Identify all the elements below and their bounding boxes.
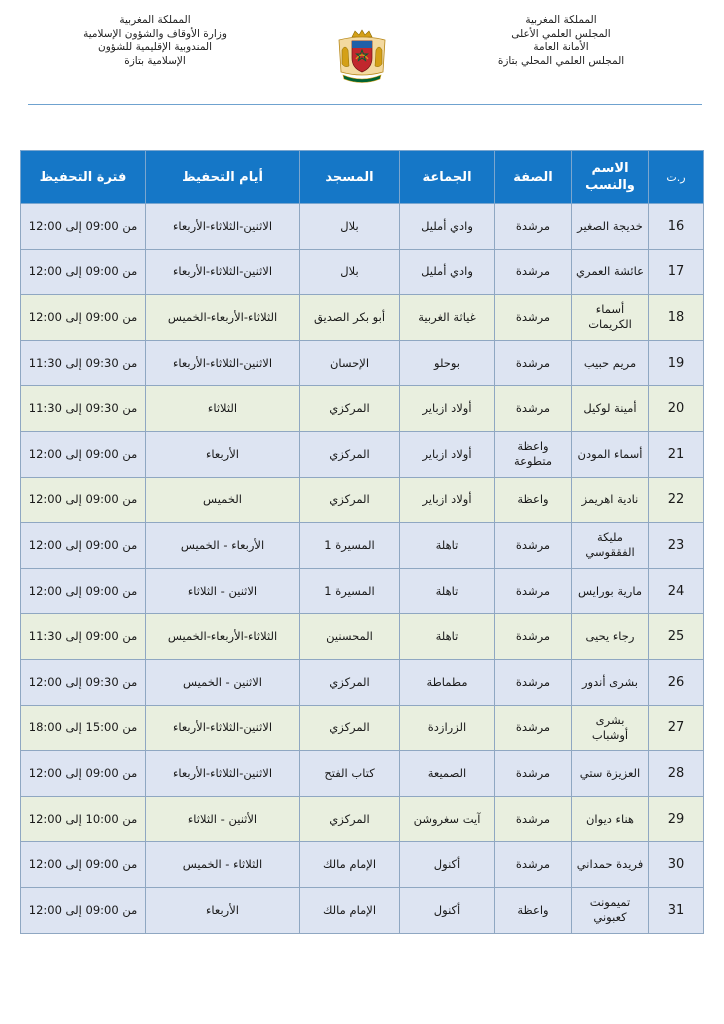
- cell-mosque: بلال: [300, 204, 400, 250]
- header-role: الصفة: [495, 151, 572, 204]
- cell-num: 28: [649, 751, 704, 797]
- cell-days: الثلاثاء-الأربعاء-الخميس: [146, 614, 300, 660]
- cell-commune: غياثة الغربية: [400, 295, 495, 341]
- header-right-line: المجلس العلمي الأعلى: [511, 27, 611, 40]
- cell-commune: آيت سغروشن: [400, 796, 495, 842]
- cell-role: واعظة: [495, 887, 572, 933]
- cell-mosque: المسيرة 1: [300, 568, 400, 614]
- table-row: [21, 568, 704, 614]
- header-commune: الجماعة: [400, 151, 495, 204]
- cell-days: الخميس: [146, 477, 300, 523]
- cell-commune: أكنول: [400, 887, 495, 933]
- cell-num: 30: [649, 842, 704, 888]
- cell-commune: الزرازدة: [400, 705, 495, 751]
- cell-period: من 09:30 إلى 11:30: [21, 386, 146, 432]
- header-left-line: المملكة المغربية: [119, 14, 191, 26]
- cell-period: من 09:00 إلى 12:00: [21, 204, 146, 250]
- table-row: [21, 705, 704, 751]
- table-row: [21, 659, 704, 705]
- cell-mosque: المركزي: [300, 477, 400, 523]
- cell-mosque: المحسنين: [300, 614, 400, 660]
- table-row: [21, 431, 704, 477]
- cell-mosque: المركزي: [300, 659, 400, 705]
- cell-commune: أكنول: [400, 842, 495, 888]
- schedule-table: [20, 150, 704, 934]
- cell-days: الاثنين - الثلاثاء: [146, 568, 300, 614]
- cell-role: مرشدة: [495, 295, 572, 341]
- cell-mosque: الإمام مالك: [300, 842, 400, 888]
- table-row: [21, 614, 704, 660]
- cell-num: 26: [649, 659, 704, 705]
- cell-name: العزيزة ستي: [572, 751, 649, 797]
- cell-name: مليكة الفققوسي: [572, 523, 649, 569]
- header-right-line: المملكة المغربية: [525, 14, 597, 26]
- cell-name: مارية بورايس: [572, 568, 649, 614]
- cell-period: من 09:00 إلى 12:00: [21, 751, 146, 797]
- cell-mosque: بلال: [300, 249, 400, 295]
- cell-role: مرشدة: [495, 204, 572, 250]
- cell-name: بشرى أندور: [572, 659, 649, 705]
- cell-role: واعظة متطوعة: [495, 431, 572, 477]
- cell-mosque: المسيرة 1: [300, 523, 400, 569]
- cell-commune: أولاد ازباير: [400, 477, 495, 523]
- cell-mosque: المركزي: [300, 431, 400, 477]
- cell-period: من 09:30 إلى 11:30: [21, 340, 146, 386]
- cell-num: 27: [649, 705, 704, 751]
- header-mosque: المسجد: [300, 151, 400, 204]
- cell-commune: وادي أمليل: [400, 204, 495, 250]
- cell-role: مرشدة: [495, 614, 572, 660]
- cell-role: واعظة: [495, 477, 572, 523]
- header-days: أيام التحفيظ: [146, 151, 300, 204]
- cell-num: 22: [649, 477, 704, 523]
- cell-mosque: المركزي: [300, 796, 400, 842]
- cell-days: الأربعاء - الخميس: [146, 523, 300, 569]
- table-row: [21, 751, 704, 797]
- cell-name: عائشة العمري: [572, 249, 649, 295]
- header-num: ر.ت: [649, 151, 704, 204]
- cell-commune: الصميعة: [400, 751, 495, 797]
- cell-num: 20: [649, 386, 704, 432]
- cell-num: 17: [649, 249, 704, 295]
- table-body: [21, 204, 704, 934]
- header-right-line: الأمانة العامة: [533, 41, 589, 53]
- cell-commune: تاهلة: [400, 523, 495, 569]
- cell-num: 18: [649, 295, 704, 341]
- cell-name: هناء ديوان: [572, 796, 649, 842]
- cell-name: تميمونت كعبوني: [572, 887, 649, 933]
- cell-mosque: أبو بكر الصديق: [300, 295, 400, 341]
- cell-commune: وادي أمليل: [400, 249, 495, 295]
- cell-period: من 09:00 إلى 12:00: [21, 249, 146, 295]
- cell-days: الاثنين-الثلاثاء-الأربعاء: [146, 751, 300, 797]
- cell-period: من 15:00 إلى 18:00: [21, 705, 146, 751]
- cell-period: من 09:30 إلى 12:00: [21, 659, 146, 705]
- cell-commune: أولاد ازباير: [400, 431, 495, 477]
- header-left-line: المندوبية الإقليمية للشؤون: [97, 41, 213, 53]
- cell-commune: بوحلو: [400, 340, 495, 386]
- cell-period: من 09:00 إلى 12:00: [21, 295, 146, 341]
- cell-name: فريدة حمداني: [572, 842, 649, 888]
- header-left-line: وزارة الأوقاف والشؤون الإسلامية: [83, 27, 227, 40]
- cell-period: من 09:00 إلى 12:00: [21, 431, 146, 477]
- cell-role: مرشدة: [495, 386, 572, 432]
- cell-num: 23: [649, 523, 704, 569]
- cell-role: مرشدة: [495, 796, 572, 842]
- coat-of-arms-icon: [333, 28, 391, 86]
- table-header-row: [21, 151, 704, 204]
- cell-name: مريم حبيب: [572, 340, 649, 386]
- cell-mosque: الإمام مالك: [300, 887, 400, 933]
- cell-name: بشرى أوشباب: [572, 705, 649, 751]
- cell-num: 29: [649, 796, 704, 842]
- header-divider: [28, 104, 702, 105]
- cell-num: 24: [649, 568, 704, 614]
- cell-days: الأثنين - الثلاثاء: [146, 796, 300, 842]
- cell-days: الاثنين-الثلاثاء-الأربعاء: [146, 249, 300, 295]
- cell-commune: تاهلة: [400, 568, 495, 614]
- header-left-line: الإسلامية بتازة: [124, 54, 186, 67]
- cell-name: خديجة الصغير: [572, 204, 649, 250]
- cell-period: من 09:00 إلى 12:00: [21, 842, 146, 888]
- cell-period: من 09:00 إلى 12:00: [21, 887, 146, 933]
- cell-num: 19: [649, 340, 704, 386]
- cell-role: مرشدة: [495, 249, 572, 295]
- header-period: فترة التحفيظ: [21, 151, 146, 204]
- cell-days: الاثنين-الثلاثاء-الأربعاء: [146, 705, 300, 751]
- table-row: [21, 340, 704, 386]
- table-row: [21, 523, 704, 569]
- cell-period: من 09:00 إلى 11:30: [21, 614, 146, 660]
- cell-role: مرشدة: [495, 751, 572, 797]
- table-row: [21, 842, 704, 888]
- cell-period: من 09:00 إلى 12:00: [21, 523, 146, 569]
- table-row: [21, 204, 704, 250]
- cell-commune: مطماطة: [400, 659, 495, 705]
- cell-days: الاثنين-الثلاثاء-الأربعاء: [146, 340, 300, 386]
- table-row: [21, 249, 704, 295]
- cell-role: مرشدة: [495, 568, 572, 614]
- table-row: [21, 386, 704, 432]
- cell-days: الثلاثاء - الخميس: [146, 842, 300, 888]
- cell-mosque: كتاب الفتح: [300, 751, 400, 797]
- cell-period: من 09:00 إلى 12:00: [21, 568, 146, 614]
- cell-name: رجاء يحيى: [572, 614, 649, 660]
- header-name: الاسم والنسب: [572, 151, 649, 204]
- cell-days: الأربعاء: [146, 431, 300, 477]
- cell-name: نادية اهريمز: [572, 477, 649, 523]
- table-row: [21, 796, 704, 842]
- cell-days: الأربعاء: [146, 887, 300, 933]
- table-row: [21, 295, 704, 341]
- cell-days: الاثنين-الثلاثاء-الأربعاء: [146, 204, 300, 250]
- header-left-block: [70, 14, 240, 68]
- table-row: [21, 887, 704, 933]
- cell-role: مرشدة: [495, 659, 572, 705]
- cell-days: الثلاثاء-الأربعاء-الخميس: [146, 295, 300, 341]
- cell-num: 21: [649, 431, 704, 477]
- cell-name: أمينة لوكيل: [572, 386, 649, 432]
- cell-days: الاثنين - الخميس: [146, 659, 300, 705]
- cell-mosque: المركزي: [300, 386, 400, 432]
- cell-role: مرشدة: [495, 340, 572, 386]
- cell-num: 25: [649, 614, 704, 660]
- cell-period: من 09:00 إلى 12:00: [21, 477, 146, 523]
- cell-commune: أولاد ازباير: [400, 386, 495, 432]
- cell-mosque: الإحسان: [300, 340, 400, 386]
- cell-period: من 10:00 إلى 12:00: [21, 796, 146, 842]
- cell-num: 31: [649, 887, 704, 933]
- cell-mosque: المركزي: [300, 705, 400, 751]
- table-row: [21, 477, 704, 523]
- header-right-line: المجلس العلمي المحلي بتازة: [497, 54, 625, 67]
- cell-name: أسماء الكريمات: [572, 295, 649, 341]
- cell-num: 16: [649, 204, 704, 250]
- cell-role: مرشدة: [495, 705, 572, 751]
- cell-name: أسماء المودن: [572, 431, 649, 477]
- cell-days: الثلاثاء: [146, 386, 300, 432]
- header-right-block: [486, 14, 636, 68]
- cell-role: مرشدة: [495, 842, 572, 888]
- cell-role: مرشدة: [495, 523, 572, 569]
- cell-commune: تاهلة: [400, 614, 495, 660]
